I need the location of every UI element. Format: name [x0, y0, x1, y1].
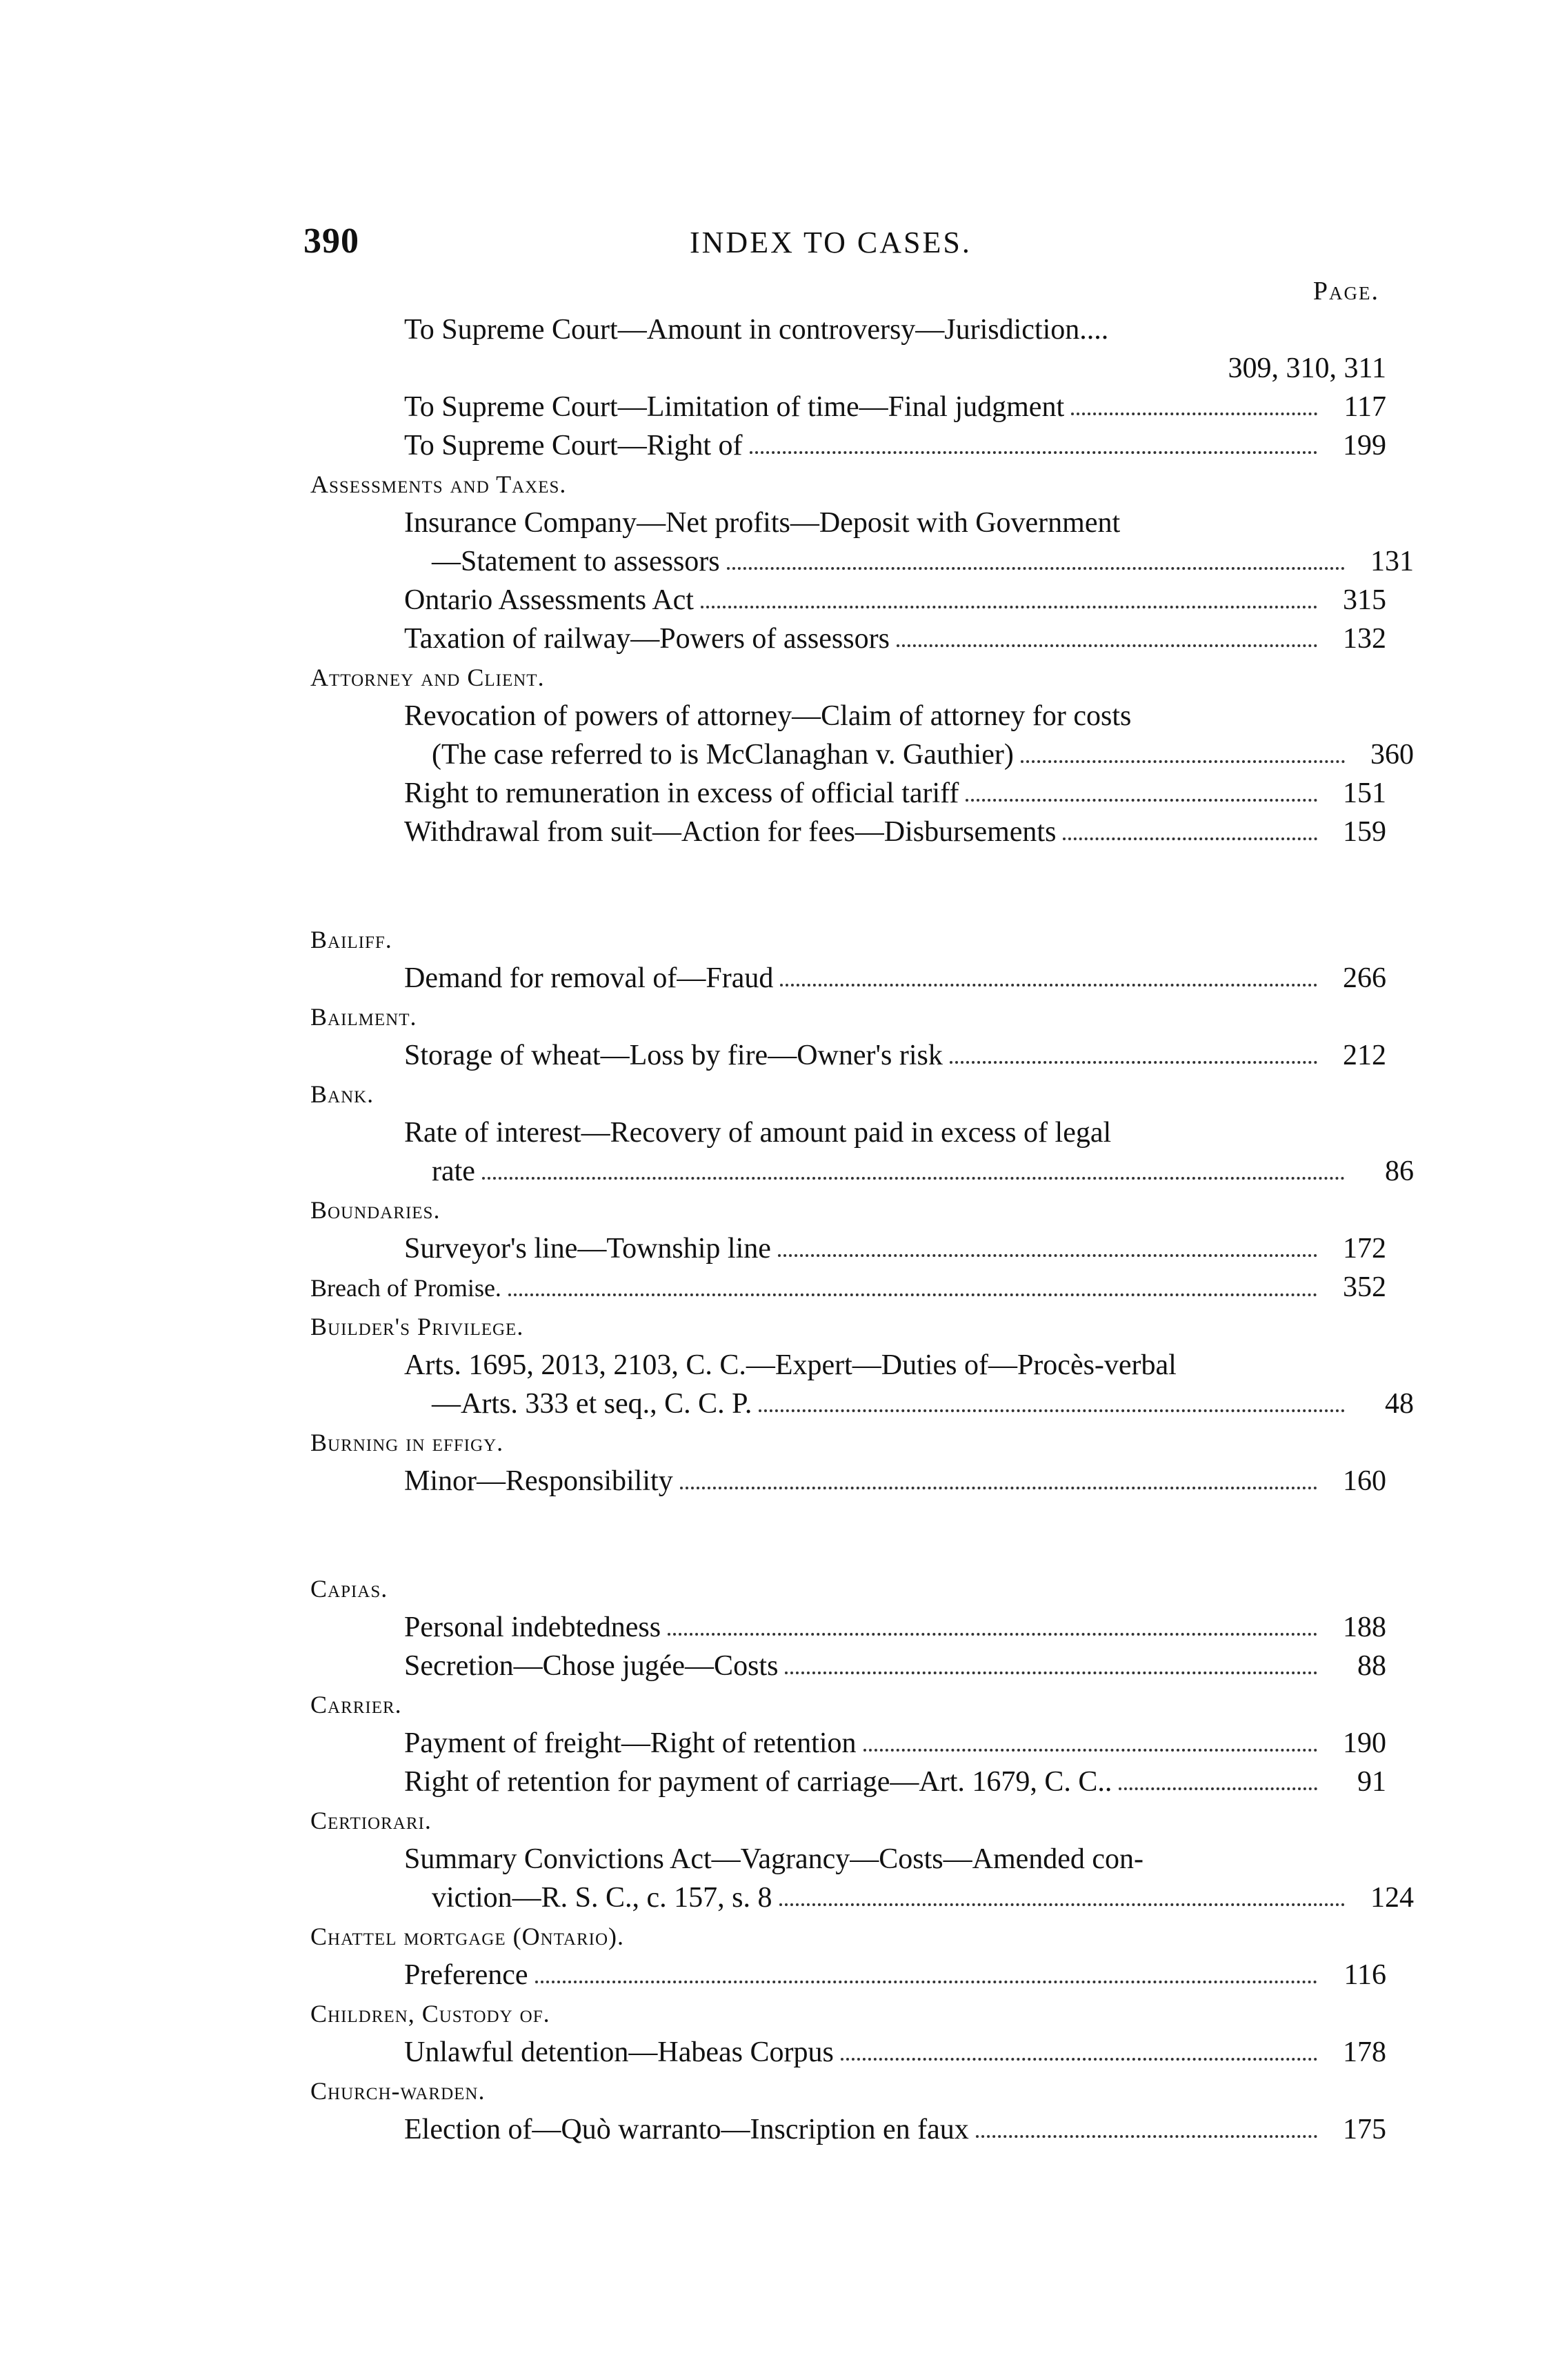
- section-heading: Certiorari.: [310, 1807, 432, 1834]
- dot-leader: [950, 1061, 1317, 1064]
- running-title: INDEX TO CASES.: [690, 226, 972, 259]
- index-section: [310, 658, 1414, 851]
- index-list: [310, 310, 1414, 2149]
- dot-leader: [1071, 413, 1317, 415]
- page-reference: 212: [1343, 1040, 1386, 1071]
- entry-line: [404, 310, 1386, 349]
- entry-text: viction—R. S. C., c. 157, s. 8: [432, 1882, 772, 1914]
- entry-line: [404, 619, 1386, 658]
- entry-text: Unlawful detention—Habeas Corpus: [404, 2036, 834, 2068]
- entry-text: Summary Convictions Act—Vagrancy—Costs—Amended con-: [404, 1843, 1144, 1875]
- page-reference-row: [404, 349, 1386, 388]
- index-section: [310, 1191, 1386, 1268]
- index-entry: [404, 310, 1386, 388]
- dot-leader: [1063, 837, 1317, 840]
- page-reference: 91: [1357, 1766, 1386, 1798]
- index-entry: [404, 1647, 1386, 1685]
- entry-text: —Arts. 333 et seq., C. C. P.: [432, 1388, 752, 1420]
- page-reference: 199: [1343, 430, 1386, 462]
- entry-text: Right to remuneration in excess of official tariff: [404, 777, 959, 809]
- index-entry: [404, 1229, 1386, 1268]
- index-entry: [404, 388, 1386, 426]
- section-heading: Attorney and Client.: [310, 664, 545, 691]
- index-section: [310, 465, 1414, 658]
- section-heading: Builder's Privilege.: [310, 1313, 524, 1340]
- entry-text: (The case referred to is McClanaghan v. Gauthier): [432, 739, 1014, 771]
- page-reference: 266: [1343, 962, 1386, 994]
- entry-text: —Statement to assessors: [432, 546, 720, 577]
- entry-line: [310, 1268, 1386, 1307]
- page-column-label: Page.: [1312, 277, 1379, 306]
- index-entry: [404, 1462, 1386, 1500]
- entry-text: To Supreme Court—Amount in controversy—Jurisdiction....: [404, 314, 1109, 346]
- index-section: [310, 998, 1386, 1075]
- dot-leader: [727, 567, 1345, 570]
- dot-leader: [785, 1672, 1317, 1674]
- entry-line: [404, 813, 1386, 851]
- dot-leader: [701, 606, 1317, 608]
- section-heading: Church-warden.: [310, 2077, 486, 2105]
- index-entry: [404, 1956, 1386, 1994]
- index-section: [310, 1423, 1386, 1500]
- section-heading: Burning in effigy.: [310, 1429, 504, 1456]
- page-reference: 159: [1343, 816, 1386, 848]
- page-reference: 309, 310, 311: [1228, 353, 1386, 384]
- dot-leader: [668, 1633, 1317, 1636]
- index-entry: [404, 697, 1414, 774]
- entry-line: [404, 542, 1414, 581]
- section-heading: Chattel mortgage (Ontario).: [310, 1923, 625, 1950]
- entry-line: [404, 1462, 1386, 1500]
- entry-text: Secretion—Chose jugée—Costs: [404, 1650, 779, 1682]
- page-reference: 48: [1385, 1388, 1414, 1420]
- entry-line: [404, 1763, 1386, 1801]
- entry-text: Demand for removal of—Fraud: [404, 962, 774, 994]
- index-entry: [404, 1840, 1414, 1917]
- page-reference: 151: [1343, 777, 1386, 809]
- entry-line: [404, 774, 1386, 813]
- entry-line: [404, 1608, 1386, 1647]
- index-entry: [404, 619, 1386, 658]
- page-reference: 88: [1357, 1650, 1386, 1682]
- section-heading: Carrier.: [310, 1691, 402, 1718]
- entry-line: [404, 2110, 1386, 2149]
- dot-leader: [976, 2135, 1317, 2138]
- index-entry: [404, 504, 1414, 581]
- page-reference: 124: [1370, 1882, 1414, 1914]
- dot-leader: [897, 644, 1317, 647]
- page-number: 390: [303, 221, 359, 261]
- section-heading: Bank.: [310, 1080, 374, 1108]
- index-entry: [404, 959, 1386, 998]
- entry-text: Insurance Company—Net profits—Deposit with Government: [404, 507, 1121, 539]
- entry-text: Surveyor's line—Township line: [404, 1233, 771, 1265]
- entry-text: Breach of Promise.: [310, 1274, 501, 1302]
- entry-text: rate: [432, 1156, 475, 1187]
- index-entry: [404, 2033, 1386, 2072]
- dot-leader: [680, 1487, 1317, 1489]
- entry-line: [404, 581, 1386, 619]
- dot-leader: [482, 1177, 1345, 1180]
- index-section: [310, 920, 1386, 998]
- entry-text: To Supreme Court—Limitation of time—Final judgment: [404, 391, 1065, 423]
- index-entry: [404, 2110, 1386, 2149]
- entry-line: [404, 735, 1414, 774]
- entry-line: [404, 697, 1386, 735]
- index-section: [310, 310, 1386, 465]
- section-heading: Capias.: [310, 1575, 388, 1603]
- page-reference: 117: [1344, 391, 1386, 423]
- page-reference: 188: [1343, 1612, 1386, 1643]
- index-section: [310, 1994, 1386, 2072]
- section-heading: Boundaries.: [310, 1196, 441, 1224]
- dot-leader: [1021, 760, 1345, 763]
- page-reference: 172: [1343, 1233, 1386, 1265]
- index-entry: [404, 813, 1386, 851]
- page-reference: 160: [1343, 1465, 1386, 1497]
- entry-text: Withdrawal from suit—Action for fees—Disbursements: [404, 816, 1057, 848]
- dot-leader: [508, 1293, 1317, 1296]
- index-entry: [404, 1346, 1414, 1423]
- dot-leader: [841, 2058, 1317, 2061]
- entry-text: Revocation of powers of attorney—Claim of attorney for costs: [404, 700, 1132, 732]
- dot-leader: [778, 1254, 1317, 1257]
- index-entry: [404, 581, 1386, 619]
- index-section: [310, 1917, 1386, 1994]
- index-entry: [404, 1036, 1386, 1075]
- index-section: [310, 1268, 1386, 1307]
- entry-line: [404, 1152, 1414, 1191]
- entry-line: [404, 1385, 1414, 1423]
- section-heading: Assessments and Taxes.: [310, 470, 567, 498]
- entry-line: [404, 1346, 1386, 1385]
- dot-leader: [759, 1409, 1345, 1412]
- index-entry: [404, 1724, 1386, 1763]
- entry-line: [404, 504, 1386, 542]
- index-section: [310, 1075, 1414, 1191]
- page-reference: 86: [1385, 1156, 1414, 1187]
- entry-text: Right of retention for payment of carriage—Art. 1679, C. C..: [404, 1766, 1112, 1798]
- entry-text: Arts. 1695, 2013, 2103, C. C.—Expert—Duties of—Procès-verbal: [404, 1349, 1177, 1381]
- page-reference: 132: [1343, 623, 1386, 655]
- entry-line: [404, 1647, 1386, 1685]
- section-heading: Bailiff.: [310, 926, 392, 953]
- entry-text: Election of—Quò warranto—Inscription en faux: [404, 2114, 969, 2145]
- entry-line: [404, 1724, 1386, 1763]
- dot-leader: [1119, 1787, 1317, 1790]
- entry-text: Payment of freight—Right of retention: [404, 1727, 857, 1759]
- entry-text: Rate of interest—Recovery of amount paid in excess of legal: [404, 1117, 1112, 1149]
- entry-text: Ontario Assessments Act: [404, 584, 694, 616]
- entry-line: [404, 1036, 1386, 1075]
- index-entry: [404, 1113, 1414, 1191]
- index-entry: [404, 1608, 1386, 1647]
- entry-line: [404, 1878, 1414, 1917]
- index-entry: [404, 426, 1386, 465]
- dot-leader: [863, 1749, 1317, 1752]
- index-entry: [404, 1763, 1386, 1801]
- section-heading: Children, Custody of.: [310, 2000, 550, 2027]
- section-heading: Bailment.: [310, 1003, 417, 1031]
- page-reference: 131: [1370, 546, 1414, 577]
- page-reference: 360: [1370, 739, 1414, 771]
- page-header: [303, 221, 1393, 306]
- entry-text: Minor—Responsibility: [404, 1465, 673, 1497]
- index-entry: [404, 774, 1386, 813]
- dot-leader: [780, 984, 1317, 986]
- entry-line: [404, 426, 1386, 465]
- entry-line: [404, 2033, 1386, 2072]
- page-reference: 352: [1343, 1271, 1386, 1303]
- entry-text: To Supreme Court—Right of: [404, 430, 743, 462]
- entry-text: Preference: [404, 1959, 528, 1991]
- page-reference: 116: [1344, 1959, 1386, 1991]
- index-section: [310, 1801, 1414, 1917]
- entry-line: [404, 388, 1386, 426]
- index-section: [310, 2072, 1386, 2149]
- entry-line: [404, 1113, 1386, 1152]
- entry-text: Storage of wheat—Loss by fire—Owner's risk: [404, 1040, 943, 1071]
- entry-text: Taxation of railway—Powers of assessors: [404, 623, 890, 655]
- entry-text: Personal indebtedness: [404, 1612, 661, 1643]
- page-reference: 315: [1343, 584, 1386, 616]
- dot-leader: [750, 451, 1317, 454]
- page-reference: 175: [1343, 2114, 1386, 2145]
- entry-line: [404, 1840, 1386, 1878]
- index-section: [310, 1569, 1386, 1685]
- index-section: [310, 1307, 1414, 1423]
- index-section: [310, 1685, 1386, 1801]
- page-reference: 190: [1343, 1727, 1386, 1759]
- entry-line: [404, 1229, 1386, 1268]
- entry-line: [404, 1956, 1386, 1994]
- entry-line: [404, 959, 1386, 998]
- index-entry: [310, 1268, 1386, 1307]
- dot-leader: [779, 1903, 1345, 1906]
- dot-leader: [535, 1981, 1317, 1983]
- dot-leader: [966, 799, 1317, 802]
- page-reference: 178: [1343, 2036, 1386, 2068]
